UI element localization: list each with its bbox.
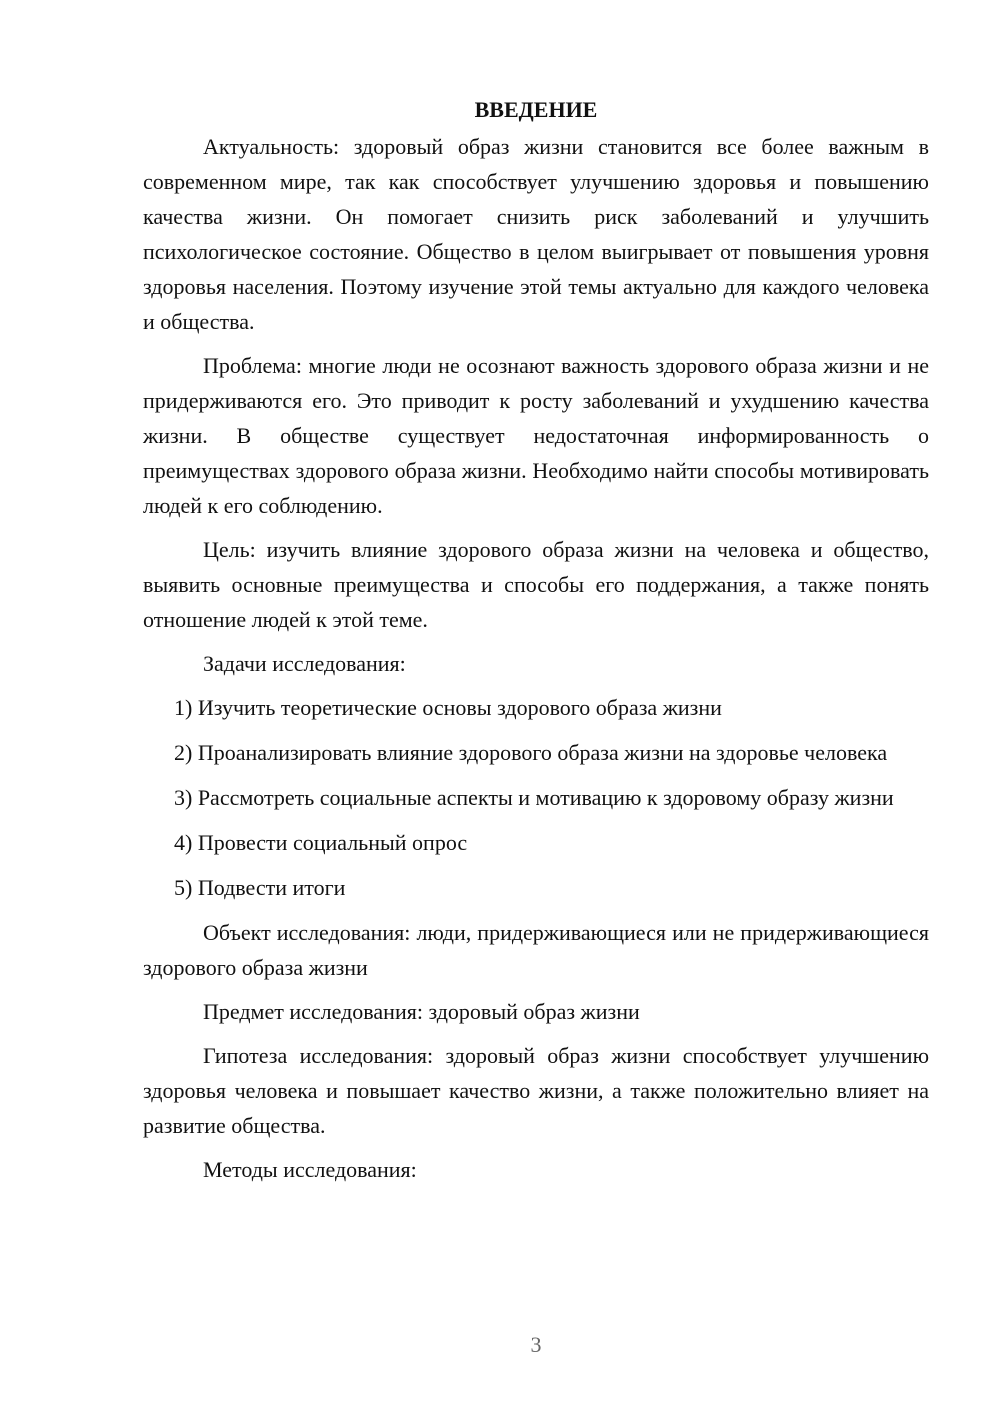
task-item-2: 2) Проанализировать влияние здорового образа жизни на здоровье человека bbox=[174, 740, 888, 765]
goal-paragraph: Цель: изучить влияние здорового образа жизни на человека и общество, выявить основные преимущества и способы его поддержания, а также понять отношение людей к этой теме. bbox=[143, 537, 929, 632]
task-item-5: 5) Подвести итоги bbox=[174, 875, 346, 900]
relevance-paragraph: Актуальность: здоровый образ жизни становится все более важным в современном мире, так как способствует улучшению здоровья и повышению качества жизни. Он помогает снизить риск заболеваний и улучшить психологическое состояние. Общество в целом выигрывает от повышения уровня здоровья населения. Поэтому изучение этой темы актуально для каждого человека и общества. bbox=[143, 134, 929, 334]
subject-paragraph: Предмет исследования: здоровый образ жизни bbox=[203, 999, 640, 1024]
page-title: ВВЕДЕНИЕ bbox=[474, 97, 598, 122]
object-paragraph: Объект исследования: люди, придерживающиеся или не придерживающиеся здорового образа жизни bbox=[143, 920, 929, 980]
tasks-heading: Задачи исследования: bbox=[203, 651, 406, 676]
hypothesis-paragraph: Гипотеза исследования: здоровый образ жизни способствует улучшению здоровья человека и повышает качество жизни, а также положительно влияет на развитие общества. bbox=[143, 1043, 929, 1138]
document-page bbox=[143, 92, 929, 1196]
methods-heading: Методы исследования: bbox=[203, 1157, 417, 1182]
task-item-3: 3) Рассмотреть социальные аспекты и мотивацию к здоровому образу жизни bbox=[174, 785, 894, 810]
task-item-4: 4) Провести социальный опрос bbox=[174, 830, 468, 855]
page-number: 3 bbox=[530, 1332, 542, 1357]
task-item-1: 1) Изучить теоретические основы здорового образа жизни bbox=[174, 695, 722, 720]
problem-paragraph: Проблема: многие люди не осознают важность здорового образа жизни и не придерживаются его. Это приводит к росту заболеваний и ухудшению качества жизни. В обществе существует недостаточная информированность о преимуществах здорового образа жизни. Необходимо найти способы мотивировать людей к его соблюдению. bbox=[143, 353, 929, 518]
